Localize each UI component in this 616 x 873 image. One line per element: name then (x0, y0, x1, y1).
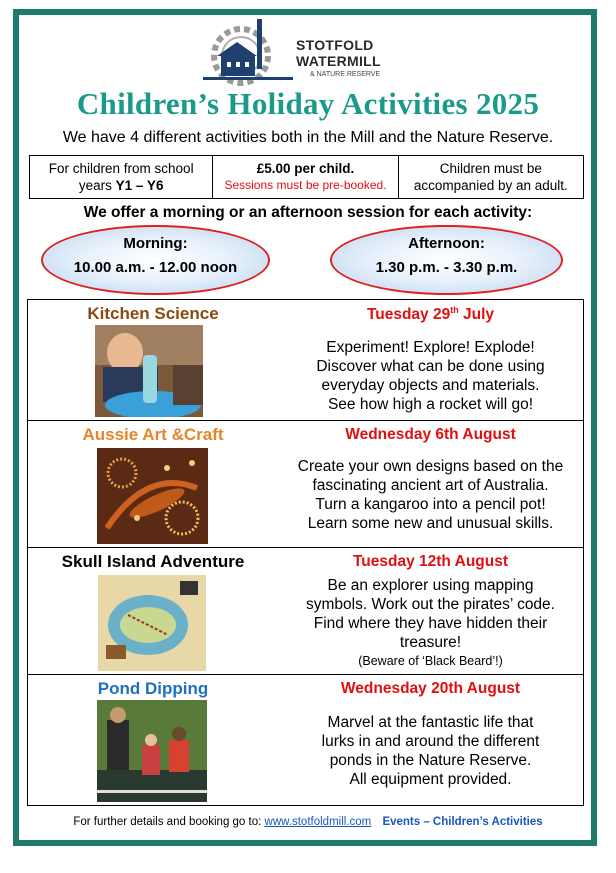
activity-name: Skull Island Adventure (61, 552, 245, 571)
page-subtitle: We have 4 different activities both in the Mill and the Nature Reserve. (62, 129, 554, 146)
logo-line-3: & NATURE RESERVE (310, 71, 381, 78)
activity-aussie-art-craft (28, 421, 583, 548)
price-text: £5.00 per child. (256, 161, 355, 176)
activity-name: Pond Dipping (97, 679, 209, 698)
activity-date: Tuesday 29th July (366, 305, 495, 324)
activity-date: Wednesday 6th August (345, 426, 516, 443)
activity-skull-island (28, 548, 583, 675)
info-ages (30, 156, 213, 198)
activity-name: Aussie Art &Craft (82, 425, 224, 444)
adult-line-1: Children must be (439, 161, 542, 176)
activity-note: (Beware of ‘Black Beard’!) (358, 654, 503, 668)
activity-date: Wednesday 20th August (340, 680, 521, 697)
activity-name: Kitchen Science (87, 304, 219, 323)
website-link[interactable]: www.stotfoldmill.com (264, 816, 372, 828)
ages-line-1: For children from school (48, 161, 194, 176)
info-table (29, 155, 584, 199)
activity-date: Tuesday 12th August (352, 553, 509, 570)
info-price (213, 156, 398, 198)
activity-kitchen-science (28, 300, 583, 421)
logo-line-2: WATERMILL (296, 53, 381, 69)
treasure-map-photo (98, 575, 206, 671)
ages-line-2-prefix: years (78, 178, 116, 193)
activity-pond-dipping (28, 675, 583, 805)
adult-line-2: accompanied by an adult. (413, 178, 568, 193)
kitchen-science-photo (95, 325, 203, 417)
info-adult (399, 156, 583, 198)
footer (0, 816, 616, 828)
activity-description: Experiment! Explore! Explode! Discover what can be done using everyday objects and materials. See how high a rocket will go! (316, 339, 545, 413)
ages-years: Y1 – Y6 (115, 178, 164, 193)
afternoon-time: 1.30 p.m. - 3.30 p.m. (375, 259, 518, 276)
morning-label: Morning: (123, 235, 188, 252)
pond-dipping-photo (97, 700, 207, 802)
logo-line-1: STOTFOLD (296, 37, 374, 53)
page-title: Children’s Holiday Activities 2025 (76, 86, 540, 121)
stotfold-watermill-logo (203, 16, 413, 86)
prebook-text: Sessions must be pre-booked. (224, 178, 387, 192)
footer-prefix: For further details and booking go to: (73, 816, 262, 828)
afternoon-session-ellipse (330, 225, 563, 295)
activity-description: Create your own designs based on the fascinating ancient art of Australia. Turn a kangaroo into a pencil pot! Learn some new and unusual skills. (297, 458, 564, 532)
activity-description: Be an explorer using mapping symbols. Work out the pirates’ code. Find where they have hidden their treasure! (Beware of ‘Black Beard’!) (278, 576, 583, 671)
morning-session-ellipse (41, 225, 270, 295)
watermill-logo-icon (203, 16, 293, 86)
afternoon-label: Afternoon: (408, 235, 485, 252)
session-offer-text: We offer a morning or an afternoon session for each activity: (83, 204, 533, 221)
aboriginal-art-photo (97, 448, 208, 544)
morning-time: 10.00 a.m. - 12.00 noon (73, 259, 238, 276)
events-link-text: Events – Children’s Activities (382, 816, 543, 828)
activity-description: Marvel at the fantastic life that lurks in and around the different ponds in the Nature Reserve. All equipment provided. (321, 714, 540, 788)
activities-table (27, 299, 584, 806)
